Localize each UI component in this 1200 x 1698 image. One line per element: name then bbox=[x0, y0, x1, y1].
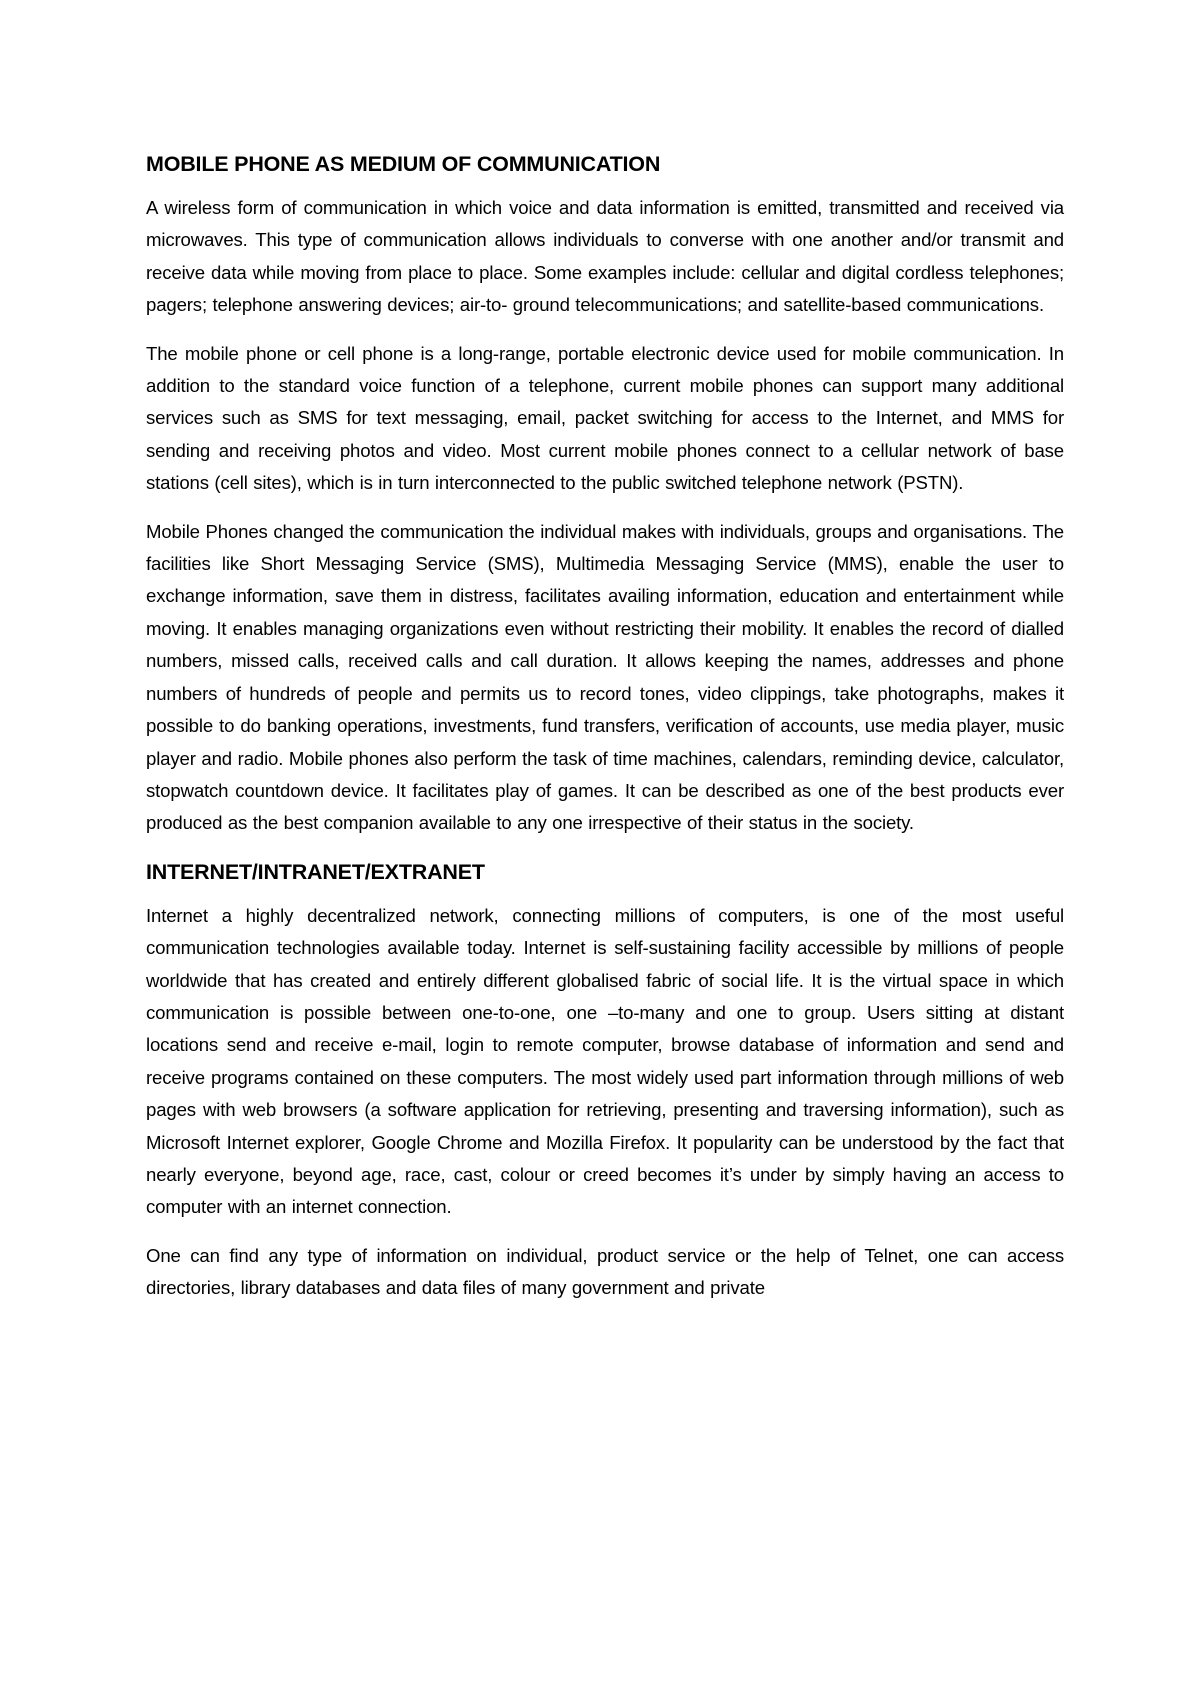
paragraph-internet-overview: Internet a highly decentralized network, connecting millions of computers, is one of the most useful communication technologies available today. Internet is self-sustaining facility accessible by millions of people worldwide that has created and entirely different globalised fabric of social life. It is the virtual space in which communication is possible between one-to-one, one –to-many and one to group. Users sitting at distant locations send and receive e-mail, login to remote computer, browse database of information and send and receive programs contained on these computers. The most widely used part information through millions of web pages with web browsers (a software application for retrieving, presenting and traversing information), such as Microsoft Internet explorer, Google Chrome and Mozilla Firefox. It popularity can be understood by the fact that nearly everyone, beyond age, race, cast, colour or creed becomes it’s under by simply having an access to computer with an internet connection. bbox=[146, 904, 1064, 1218]
document-page bbox=[146, 148, 1064, 1321]
paragraph-mobile-phone-impact: Mobile Phones changed the communication the individual makes with individuals, groups and organisations. The facilities like Short Messaging Service (SMS), Multimedia Messaging Service (MMS), enable the user to exchange information, save them in distress, facilitates availing information, education and entertainment while moving. It enables managing organizations even without restricting their mobility. It enables the record of dialled numbers, missed calls, received calls and call duration. It allows keeping the names, addresses and phone numbers of hundreds of people and permits us to record tones, video clippings, take photographs, makes it possible to do banking operations, investments, fund transfers, verification of accounts, use media player, music player and radio. Mobile phones also perform the task of time machines, calendars, reminding device, calculator, stopwatch countdown device. It facilitates play of games. It can be described as one of the best products ever produced as the best companion available to any one irrespective of their status in the society. bbox=[146, 520, 1064, 834]
paragraph-mobile-phone-definition: The mobile phone or cell phone is a long-range, portable electronic device used for mobile communication. In addition to the standard voice function of a telephone, current mobile phones can support many additional services such as SMS for text messaging, email, packet switching for access to the Internet, and MMS for sending and receiving photos and video. Most current mobile phones connect to a cellular network of base stations (cell sites), which is in turn interconnected to the public switched telephone network (PSTN). bbox=[146, 342, 1064, 494]
paragraph-internet-information: One can find any type of information on individual, product service or the help of Telnet, one can access directories, library databases and data files of many government and private bbox=[146, 1244, 1064, 1299]
section-heading-internet: INTERNET/INTRANET/EXTRANET bbox=[146, 859, 485, 884]
paragraph-wireless-communication: A wireless form of communication in which voice and data information is emitted, transmitted and received via microwaves. This type of communication allows individuals to converse with one another and/or transmit and receive data while moving from place to place. Some examples include: cellular and digital cordless telephones; pagers; telephone answering devices; air-to- ground telecommunications; and satellite-based communications. bbox=[146, 197, 1064, 316]
section-heading-mobile-phone: MOBILE PHONE AS MEDIUM OF COMMUNICATION bbox=[146, 152, 661, 176]
